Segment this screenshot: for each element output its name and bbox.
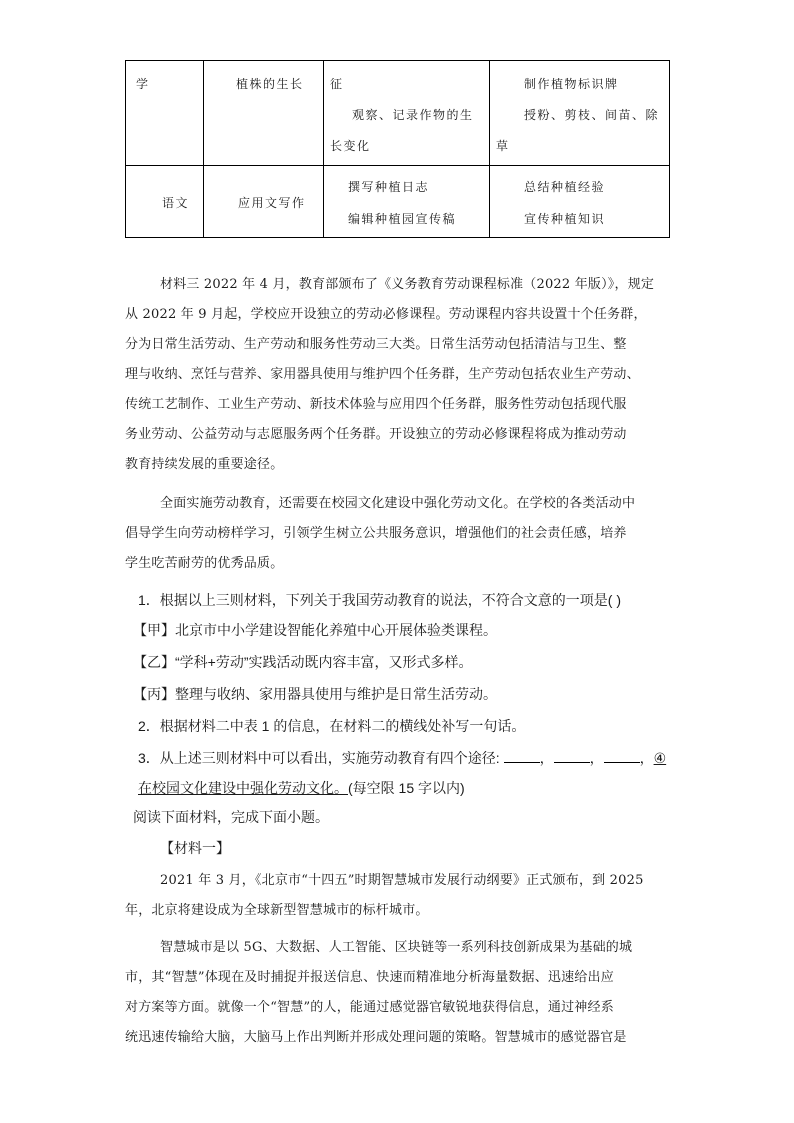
table-row xyxy=(126,166,670,238)
question-3: 3．从上述三则材料中可以看出，实施劳动教育有四个途径: ， ， ，④ xyxy=(138,750,667,766)
reading-instruction: 阅读下面材料，完成下面小题。 xyxy=(133,809,329,825)
material-1-heading: 【材料一】 xyxy=(160,840,230,856)
answer-blank-2[interactable] xyxy=(554,750,590,763)
question-3-line-2: 在校园文化建设中强化劳动文化。(每空限 15 字以内) xyxy=(138,780,465,796)
table-cell: 语文 xyxy=(126,166,204,238)
table-cell: 撰写种植日志 编辑种植园宣传稿 xyxy=(324,166,490,238)
table-cell: 总结种植经验 宣传种植知识 xyxy=(490,166,670,238)
question-1: 1．根据以上三则材料，下列关于我国劳动教育的说法，不符合文意的一项是( ) xyxy=(138,592,621,608)
option-jia: 【甲】北京市中小学建设智能化养殖中心开展体验类课程。 xyxy=(133,622,497,638)
option-bing: 【丙】整理与收纳、家用器具使用与维护是日常生活劳动。 xyxy=(133,686,497,702)
material-1-paragraph-2: 智慧城市是以 5G、大数据、人工智能、区块链等一系列科技创新成果为基础的城 市，其“智慧”体现在及时捕捉并报送信息、快速而精准地分析海量数据、迅速给出应 对方案等方面。就像一个“智慧”的人，能通过感觉器官敏锐地获得信息，通过神经系 统迅速传输给大脑，大脑马上作出判断并形成处理问题的策略。智慧城市的感觉器官是 xyxy=(125,940,633,1045)
option-yi: 【乙】“学科+劳动”实践活动既内容丰富，又形式多样。 xyxy=(133,654,473,670)
table-cell: 应用文写作 xyxy=(204,166,324,238)
material-3-paragraph-2: 全面实施劳动教育，还需要在校园文化建设中强化劳动文化。在学校的各类活动中 倡导学生向劳动榜样学习，引领学生树立公共服务意识，增强他们的社会责任感，培养 学生吃苦耐劳的优秀品质。 xyxy=(125,496,636,571)
subject-task-table xyxy=(125,60,670,238)
answer-blank-3[interactable] xyxy=(604,750,640,763)
material-1-paragraph: 2021 年 3 月，《北京市“十四五”时期智慧城市发展行动纲要》正式颁布，到 2025 年，北京将建设成为全球新型智慧城市的标杆城市。 xyxy=(125,873,644,918)
question-2: 2．根据材料二中表 1 的信息，在材料二的横线处补写一句话。 xyxy=(138,718,526,734)
table-cell: 学 xyxy=(126,61,204,166)
answer-blank-1[interactable] xyxy=(504,750,540,763)
material-3-paragraph: 材料三 2022 年 4 月，教育部颁布了《义务教育劳动课程标准（2022 年版）》，规定 从 2022 年 9 月起，学校应开设独立的劳动必修课程。劳动课程内容共设置十个任务群， 分为日常生活劳动、生产劳动和服务性劳动三大类。日常生活劳动包括清洁与卫生、整 理与收纳、烹饪与营养、家用器具使用与维护四个任务群，生产劳动包括农业生产劳动、 传统工艺制作、工业生产劳动、新技术体验与应用四个任务群，服务性劳动包括现代服 务业劳动、公益劳动与志愿服务两个任务群。开设独立的劳动必修课程将成为推动劳动 教育持续发展的重要途径。 xyxy=(125,277,655,472)
table-cell: 植株的生长 xyxy=(204,61,324,166)
table-row xyxy=(126,61,670,166)
table-cell: 制作植物标识牌 授粉、剪枝、间苗、除 草 xyxy=(490,61,670,166)
table-cell: 征 观察、记录作物的生 长变化 xyxy=(324,61,490,166)
